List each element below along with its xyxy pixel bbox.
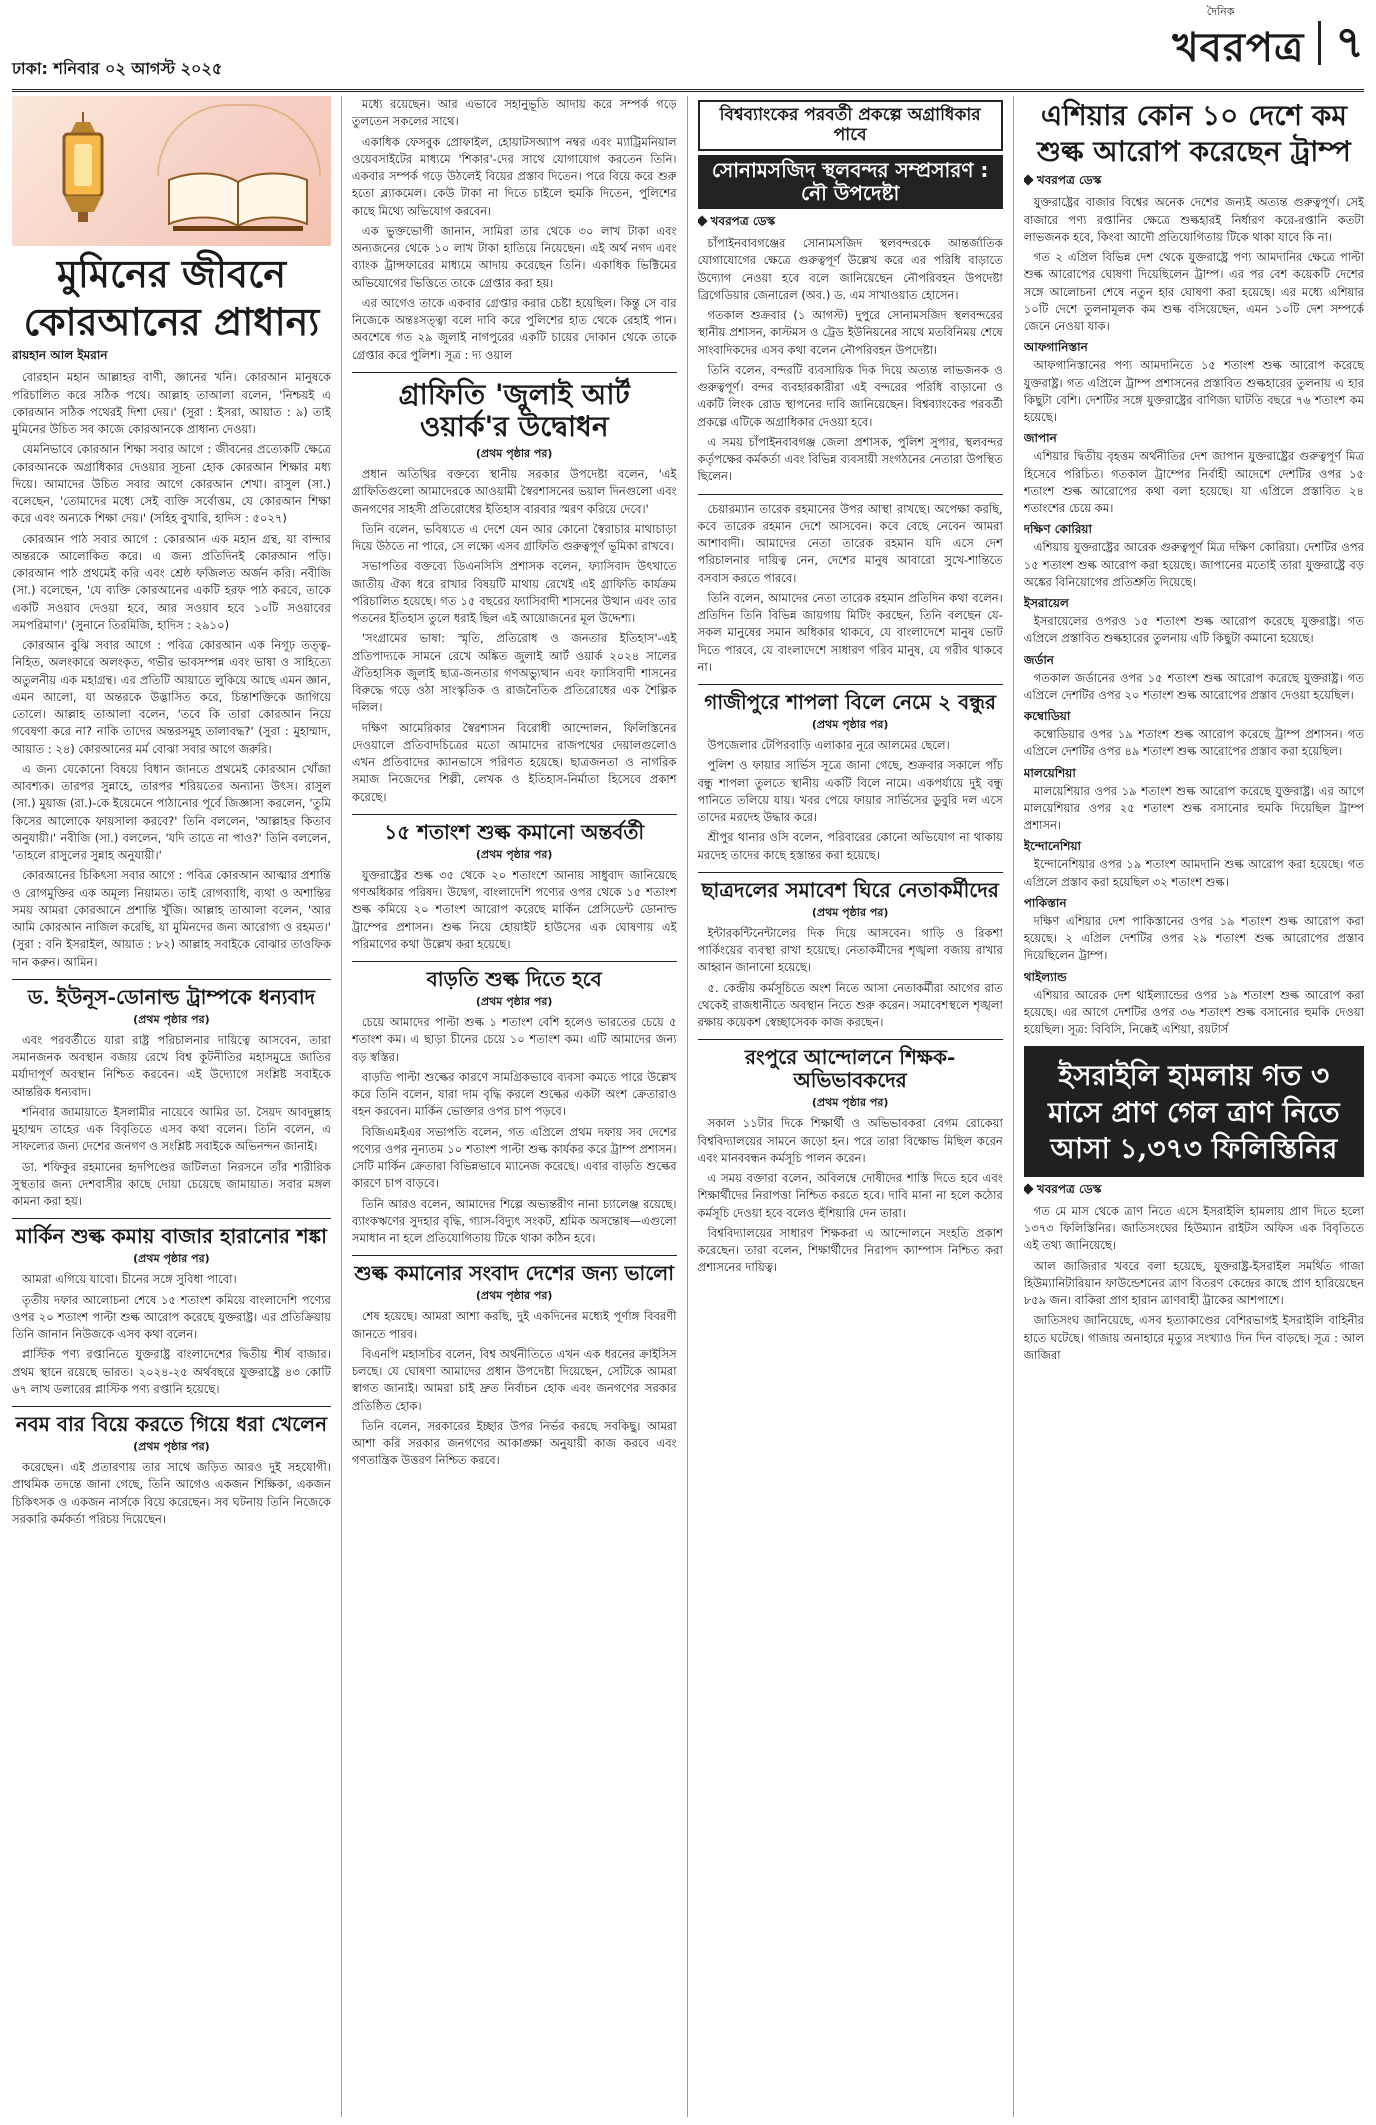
- story-body: [12, 369, 331, 971]
- paragraph: শেষ হয়েছে। আমরা আশা করছি, দুই একদিনের মধ্যেই পূর্ণাঙ্গ বিবরণী জানতে পারব।: [351, 1309, 677, 1341]
- continued-label: (প্রথম পৃষ্ঠার পর): [811, 1096, 889, 1110]
- divider: [698, 872, 1003, 873]
- headline: ছাত্রদলের সমাবেশ ঘিরে নেতাকর্মীদের: [701, 877, 999, 902]
- paragraph: এশিয়ায় যুক্তরাষ্ট্রের আরেক গুরুত্বপূর্ণ মিত্র দক্ষিণ কোরিয়া। দেশটির ওপর ১৫ শতাংশ শুল্ক আরোপ করা হয়েছে। জাপানের মতোই তারা যুক্তরাষ্ট্রে বড় অঙ্কের বিনিয়োগের প্রতিশ্রুতি দিয়েছে।: [1023, 540, 1364, 589]
- paragraph: প্লাস্টিক পণ্য রপ্তানিতে যুক্তরাষ্ট্র বাংলাদেশের দ্বিতীয় শীর্ষ বাজার। প্রথম স্থানে রয়েছে ভারত। ২০২৪-২৫ অর্থবছরে যুক্তরাষ্ট্রে ৪৩ কোটি ৬৭ লাখ ডলারের প্লাস্টিক পণ্য রপ্তানি হয়েছে।: [12, 1347, 331, 1396]
- story-body: [698, 235, 1003, 486]
- headline-line-1: বিশ্বব্যাংকের পরবর্তী প্রকল্পে অগ্রাধিকার পাবে: [698, 100, 1003, 151]
- column-1: [12, 96, 331, 2117]
- continued-label: (প্রথম পৃষ্ঠার পর): [133, 1252, 210, 1266]
- paragraph: যেমনিভাবে কোরআন শিক্ষা সবার আগে : জীবনের প্রত্যেকটি ক্ষেত্রে কোরআনকে অগ্রাধিকার দেওয়ার সূচনা হোক কোরআন শিক্ষার মধ্য দিয়ে। আমাদের উচিত সবার আগে কোরআন শেখা। রাসুল (সা.) বলেছেন, 'তোমাদের মধ্যে সেই ব্যক্তি সর্বোত্তম, যে কোরআন শিক্ষা করে এবং অন্যকে শিক্ষা দেয়।' (সহিহ বুখারি, হাদিস : ৫০২৭): [12, 442, 331, 526]
- section-heading: দক্ষিণ কোরিয়া: [1023, 522, 1092, 537]
- headline-line-2: সোনামসজিদ স্থলবন্দর সম্প্রসারণ : নৌ উপদেষ্টা: [698, 155, 1003, 209]
- columns: [12, 96, 1364, 2117]
- paragraph: পুলিশ ও ফায়ার সার্ভিস সূত্রে জানা গেছে, শুক্রবার সকালে পাঁচ বন্ধু শাপলা তুলতে স্থানীয় একটি বিলে নামে। একপর্যায়ে দুই বন্ধু পানিতে তলিয়ে যায়। খবর পেয়ে ফায়ার সার্ভিসের ডুবুরি দল এসে তাদের মরদেহ উদ্ধার করে।: [697, 758, 1003, 825]
- divider: [352, 1255, 677, 1256]
- page-number: ৭: [1318, 21, 1364, 65]
- byline: [698, 213, 1003, 233]
- story-gaza-aid: [1024, 1046, 1364, 1364]
- divider: [352, 814, 677, 815]
- column-2: [352, 96, 677, 2117]
- story-body: [12, 1032, 331, 1211]
- story-body: [698, 1115, 1003, 1276]
- diamond-icon: [698, 215, 708, 226]
- paragraph: আল জাজিরার খবরে বলা হয়েছে, যুক্তরাষ্ট্র-ইসরাইল সমর্থিত গাজা হিউম্যানিটারিয়ান ফাউন্ডেশনের ত্রাণ বিতরণ কেন্দ্রের কাছে প্রাণ হারিয়েছেন ৮৫৯ জন। বাকিরা প্রাণ হারান ত্রাণবাহী ট্রাকের আশপাশে।: [1023, 1258, 1364, 1308]
- story-body: [352, 867, 677, 953]
- headline-line-1: এশিয়ার কোন ১০ দেশে কম: [1040, 99, 1347, 132]
- divider: [698, 494, 1003, 495]
- paragraph: বিজিএমইএর সভাপতি বলেন, গত এপ্রিলে প্রথম দফায় সব দেশের পণ্যের ওপর নূন্যতম ১০ শতাংশ পাল্টা শুল্ক কার্যকর করে ট্রাম্প প্রশাসন। সেটি মার্কিন ক্রেতারা বিভিন্নভাবে ম্যানেজ করেছে। এবার বাড়তি শুল্কের কারণে চাপ বাড়বে।: [351, 1124, 677, 1191]
- paragraph: বিশ্ববিদ্যালয়ের সাধারণ শিক্ষকরা এ আন্দোলনে সংহতি প্রকাশ করেছেন। তারা বলেন, শিক্ষার্থীদের নিরাপদ ক্যাম্পাস নিশ্চিত করা প্রশাসনের দায়িত্ব।: [697, 1225, 1003, 1275]
- logo-prefix: দৈনিক: [1206, 5, 1235, 18]
- byline-text: খবরপত্র ডেস্ক: [1036, 173, 1102, 188]
- section-heading: পাকিস্তান: [1023, 895, 1067, 910]
- paragraph: বোরহান মহান আল্লাহর বাণী, জ্ঞানের খনি। কোরআন মানুষকে পরিচালিত করে সঠিক পথে। আল্লাহ তাআলা বলেন, 'নিশ্চয়ই এ কোরআন সঠিক পথেরই দিশা দেয়।' (সুরা : ইসরা, আয়াত : ৯) তাই মুমিনের উচিত সব কাজে কোরআনকে প্রাধান্য দেওয়া।: [12, 370, 331, 437]
- paragraph: গতকাল জর্ডানের ওপর ১৫ শতাংশ শুল্ক আরোপ করেছে যুক্তরাষ্ট্র। গত এপ্রিলে দেশটির ওপর ২০ শতাংশ শুল্ক আরোপের প্রস্তাব দেওয়া হয়েছিল।: [1023, 670, 1364, 702]
- divider: [698, 684, 1003, 685]
- logo-text: খবরপত্র: [1172, 24, 1305, 71]
- paragraph: যুক্তরাষ্ট্রের বাজার বিশ্বের অনেক দেশের জন্যই অত্যন্ত গুরুত্বপূর্ণ। সেই বাজারে পণ্য রপ্তানির ক্ষেত্রে শুল্কহারই নির্ধারণ করে-রপ্তানি কতটা লাভজনক হবে, কিংবা আদৌ প্রতিযোগিতায় টিকে থাকা যাবে কি না।: [1023, 195, 1364, 244]
- column-rule: [1013, 96, 1014, 2117]
- story-rangpur: [698, 1046, 1003, 1276]
- headline: ড. ইউনূস-ডোনাল্ড ট্রাম্পকে ধন্যবাদ: [27, 984, 316, 1009]
- byline: রায়হান আল ইমরান: [12, 348, 108, 363]
- headline: শুল্ক কমানোর সংবাদ দেশের জন্য ভালো: [354, 1261, 675, 1286]
- paragraph: তিনি আরও বলেন, আমাদের শিল্পে অভ্যন্তরীণ নানা চ্যালেঞ্জ রয়েছে। ব্যাংকঋণের সুদহার বৃদ্ধি, গ্যাস-বিদ্যুৎ সংকট, শ্রমিক অসন্তোষ—এগুলো সমাধান না হলে প্রতিযোগিতায় টিকে থাকা কঠিন হবে।: [351, 1196, 677, 1246]
- paragraph: শনিবার জামায়াতে ইসলামীর নায়েবে আমির ডা. সৈয়দ আবদুল্লাহ মুহাম্মদ তাহের এক বিবৃতিতে এসব কথা বলেন। তিনি বলেন, এ সাফল্যের জন্য দেশের জনগণ ও সংশ্লিষ্ট সবাইকে অভিনন্দন জানাই।: [12, 1104, 331, 1154]
- continued-label: (প্রথম পৃষ্ঠার পর): [133, 1440, 210, 1454]
- paragraph: আফগানিস্তানের পণ্য আমদানিতে ১৫ শতাংশ শুল্ক আরোপ করেছে যুক্তরাষ্ট্র। গত এপ্রিলে ট্রাম্প প্রশাসনের প্রস্তাবিত শুল্কহারের তুলনায় এ হার কিছুটা বেশি। দেশটির সঙ্গে যুক্তরাষ্ট্রের বাণিজ্য ঘাটতি বছরে ৭৬ শতাংশ কম হয়েছে।: [1023, 358, 1364, 425]
- story-15-percent: [352, 821, 677, 953]
- masthead: [12, 5, 1364, 92]
- story-body: [698, 501, 1003, 677]
- paragraph: এক ভুক্তভোগী জানান, সামিরা তার থেকে ৩০ লাখ টাকা এবং অন্যজনের থেকে ১০ লাখ টাকা হাতিয়ে নিয়েছেন। এই অর্থ নগদ এবং ব্যাংক ট্রান্সফারের মাধ্যমে আদায় করেছেন তিনি। একাধিক ভিক্টিমের অভিযোগের ভিত্তিতে তাকে গ্রেপ্তার করা হয়।: [351, 223, 677, 290]
- headline-box: [1024, 1046, 1364, 1177]
- continued-label: (প্রথম পৃষ্ঠার পর): [475, 447, 553, 461]
- section-heading: আফগানিস্তান: [1023, 340, 1088, 355]
- continued-label: (প্রথম পৃষ্ঠার পর): [475, 847, 553, 861]
- section-heading: ইসরায়েল: [1023, 596, 1069, 611]
- paragraph: মধ্যে রয়েছেন। আর এভাবে সহানুভূতি আদায় করে সম্পর্ক গড়ে তুলতেন সকলের সাথে।: [351, 97, 677, 129]
- section-heading: থাইল্যান্ড: [1023, 969, 1067, 984]
- lantern-icon: [52, 112, 114, 230]
- story-body: [352, 1308, 677, 1469]
- paragraph: এ জন্য যেকোনো বিষয়ে বিধান জানতে প্রথমেই কোরআন খোঁজা আবশ্যক। তারপর সুন্নাহে, তারপর শরিয়তের অন্যান্য উৎস। রাসুল (সা.) মুয়াজ (রা.)-কে ইয়েমেনে পাঠানোর পূর্বে জিজ্ঞাসা করলেন, 'তুমি কিসের আলোকে ফায়সালা করবে?' তিনি বললেন, 'আল্লাহর কিতাব অনুযায়ী।' নবীজি (সা.) বললেন, 'যদি তাতে না পাও?' তিনি বললেন, 'তাহলে রাসুলের সুন্নাহ অনুযায়ী।': [12, 761, 331, 863]
- column-rule: [687, 96, 688, 2117]
- headline: রংপুরে আন্দোলনে শিক্ষক-অভিভাবকদের: [745, 1045, 956, 1093]
- byline: [1024, 172, 1364, 192]
- paragraph: করেছেন। এই প্রতারণায় তার সাথে জড়িত আরও দুই সহযোগী। প্রাথমিক তদন্তে জানা গেছে, তিনি আগেও একজন শিক্ষিকা, একজন চিকিৎসক ও একজন নার্সকে বিয়ে করেছেন। সব ঘটনায় তিনি নিজেকে সরকারি কর্মকর্তা পরিচয় দিয়েছেন।: [12, 1460, 331, 1526]
- divider: [352, 961, 677, 962]
- column-4: [1024, 96, 1364, 2117]
- paragraph: বাড়তি পাল্টা শুল্কের কারণে সামগ্রিকভাবে ব্যবসা কমতে পারে উল্লেখ করে তিনি বলেন, যারা দাম বৃদ্ধি করলে শুল্কের একটা অংশ ক্রেতারাও বহন করবেন। মার্কিন ভোক্তার ওপর চাপ পড়বে।: [351, 1069, 677, 1119]
- story-asia-tariffs: [1024, 100, 1364, 1038]
- story-body: [698, 737, 1003, 864]
- story-tariff-good-news: [352, 1262, 677, 1469]
- story-extra-tariff: [352, 968, 677, 1247]
- paragraph: 'সংগ্রামের ভাষা: স্মৃতি, প্রতিরোধ ও জনতার ইতিহাস'-এই প্রতিপাদ্যকে সামনে রেখে অঙ্কিত জুলাই আর্ট ওয়ার্ক ২০২৪ সালের ঐতিহাসিক জুলাই ছাত্র-জনতার গণঅভ্যুত্থান এবং ফ্যাসিবাদী শাসনের বিরুদ্ধে গড়ে ওঠা সাংস্কৃতিক ও রাজনৈতিক প্রতিরোধের এক শৈল্পিক দলিল।: [351, 631, 677, 715]
- paragraph: দক্ষিণ আমেরিকার স্বৈরশাসন বিরোধী আন্দোলন, ফিলিস্তিনের দেওয়ালে প্রতিবাদচিত্রের মতো আমাদের রাজপথের দেয়ালগুলোও এখন প্রতিবাদের ক্যানভাসে পরিণত হয়েছে। ছাত্রজনতা ও নাগরিক সমাজ নিজেদের শিল্পী, লেখক ও ইতিহাস-নির্মাতা হিসেবে প্রকাশ করেছে।: [351, 720, 677, 804]
- story-continuation: [698, 501, 1003, 677]
- headline-line-1: মুমিনের জীবনে: [56, 251, 286, 296]
- story-graffiti: [352, 379, 677, 806]
- story-body: [352, 466, 677, 806]
- paragraph: এবং পরবর্তীতে যারা রাষ্ট্র পরিচালনার দায়িত্বে আসবেন, তারা সমানজনক অবস্থান বজায় রেখে বিশ্ব কূটনীতির মহাসমুদ্রে জাতির মর্যাদাপূর্ণ অবস্থান নিশ্চিত করবেন। এই উদ্যোগে সংশ্লিষ্ট সবাইকে আন্তরিক ধন্যবাদ।: [12, 1032, 331, 1099]
- headline-line-3: আসা ১,৩৭৩ ফিলিস্তিনির: [1050, 1131, 1338, 1165]
- section-heading: কম্বোডিয়া: [1023, 709, 1071, 724]
- headline-line-2: শুল্ক আরোপ করেছেন ট্রাম্প: [1036, 135, 1351, 169]
- paragraph: শ্রীপুর থানার ওসি বলেন, পরিবারের কোনো অভিযোগ না থাকায় মরদেহ তাদের কাছে হস্তান্তর করা হয়েছে।: [697, 830, 1003, 862]
- paragraph: গত মে মাস থেকে ত্রাণ নিতে এসে ইসরাইলি হামলায় প্রাণ দিতে হলো ১৩৭৩ ফিলিস্তিনির। জাতিসংঘের হিউম্যান রাইটস অফিস এক বিবৃতিতে এই তথ্য জানিয়েছে।: [1023, 1203, 1364, 1253]
- paragraph: ডা. শফিকুর রহমানের হৃদপিণ্ডের জটিলতা নিরসনে তাঁর শারীরিক সুস্থতার জন্য দেশবাসীর কাছে দোয়া চেয়েছে জামায়াত। সবার মঙ্গল কামনা করা হয়।: [12, 1159, 331, 1209]
- paragraph: চাঁপাইনবাবগঞ্জের সোনামসজিদ স্থলবন্দরকে আন্তর্জাতিক যোগাযোগের ক্ষেত্রে গুরুত্বপূর্ণ উল্লেখ করে এর পরিধি বাড়াতে উদ্যোগ নেওয়া হবে বলে জানিয়েছেন নৌপরিবহন উপদেষ্টা ব্রিগেডিয়ার জেনারেল (অব.) ড. এম সাখাওয়াত হোসেন।: [697, 236, 1003, 302]
- paragraph: চেয়ারম্যান তারেক রহমানের উপর আস্থা রাখছে। অপেক্ষা করছি, কবে তারেক রহমান দেশে আসবেন। কবে বেছে নেবেন আমরা আশাবাদী। আমাদের নেতা তারেক রহমান যদি এসে দেশ পরিচালনার দায়িত্ব নেন, দেশের মানুষ আবারো সুখে-শান্তিতে বসবাস করতে পারবে।: [697, 501, 1003, 585]
- section-heading: জর্ডান: [1023, 652, 1054, 667]
- paragraph: কোরআনের চিকিৎসা সবার আগে : পবিত্র কোরআন আত্মার প্রশান্তি ও রোগমুক্তির এক অমূল্য নিয়ামত। তাই রোগব্যাধি, ব্যথা ও অশান্তির সময় আমরা কোরআনে প্রশান্তি খুঁজি। আল্লাহ তাআলা বলেন, 'আর আমি কোরআন নাজিল করেছি, যা মুমিনদের জন্য আরোগ্য ও রহমত।' (সুরা : বনি ইসরাইল, আয়াত : ৮২) আল্লাহ সবাইকে বোঝার তাওফিক দান করুন। আমিন।: [12, 868, 331, 969]
- story-body: [352, 96, 677, 364]
- paragraph: দক্ষিণ এশিয়ার দেশ পাকিস্তানের ওপর ১৯ শতাংশ শুল্ক আরোপ করা হয়েছে। ২ এপ্রিল দেশটির ওপর ২৯ শতাংশ শুল্ক আরোপের প্রস্তাব দিয়েছিলেন ট্রাম্প।: [1023, 913, 1364, 963]
- headline: মার্কিন শুল্ক কমায় বাজার হারানোর শঙ্কা: [15, 1224, 327, 1249]
- continued-label: (প্রথম পৃষ্ঠার পর): [811, 718, 889, 732]
- paragraph: এশিয়ার আরেক দেশ থাইল্যান্ডের ওপর ১৯ শতাংশ শুল্ক আরোপ করা হয়েছে। এর আগে দেশটির ওপর ৩৬ শতাংশ শুল্ক বসানোর হুমকি দেওয়া হয়েছিল। সূত্র: বিবিসি, নিক্কেই এশিয়া, রয়টার্স: [1023, 987, 1364, 1037]
- paragraph: প্রধান অতিথির বক্তব্যে স্থানীয় সরকার উপদেষ্টা বলেন, 'এই গ্রাফিতিগুলো আমাদেরকে আওয়ামী স্বৈরশাসনের ভয়াল দিনগুলো এবং জনগণের সাহসী প্রতিরোধের ইতিহাস বারবার স্মরণ করিয়ে দেবে।': [351, 467, 677, 516]
- paragraph: কম্বোডিয়ার ওপর ১৯ শতাংশ শুল্ক আরোপ করেছে ট্রাম্প প্রশাসন। গত এপ্রিলে দেশটির ওপর ৪৯ শতাংশ শুল্ক আরোপের প্রস্তাব করা হয়েছিল।: [1023, 727, 1364, 759]
- byline: [1024, 1181, 1364, 1201]
- paragraph: ইসরায়েলের ওপরও ১৫ শতাংশ শুল্ক আরোপ করেছে যুক্তরাষ্ট্র। গত এপ্রিলে প্রস্তাবিত শুল্কহারের তুলনায় এটি কিছুটা কমানো হয়েছে।: [1023, 614, 1364, 646]
- story-us-tariff-market: [12, 1225, 331, 1398]
- paragraph: সকাল ১১টার দিকে শিক্ষার্থী ও অভিভাবকরা বেগম রোকেয়া বিশ্ববিদ্যালয়ের সামনে জড়ো হন। পরে তারা বিক্ষোভ মিছিল করেন এবং মানববন্ধন কর্মসূচি পালন করেন।: [697, 1116, 1003, 1165]
- paragraph: চেয়ে আমাদের পাল্টা শুল্ক ১ শতাংশ বেশি হলেও ভারতের চেয়ে ৫ শতাংশ কম। এ ছাড়া চীনের চেয়ে ১০ শতাংশ কম। এটি আমাদের জন্য বড় স্বস্তির।: [351, 1015, 677, 1064]
- diamond-icon: [1024, 1183, 1034, 1194]
- paragraph: ৫. কেন্দ্রীয় কর্মসূচিতে অংশ নিতে আসা নেতাকর্মীরা আগের রাত থেকেই রাজধানীতে অবস্থান নিতে শুরু করেন। সমাবেশস্থলে শৃঙ্খলা রক্ষায় কয়েকশ স্বেচ্ছাসেবক কাজ করছেন।: [697, 980, 1003, 1030]
- byline-text: খবরপত্র ডেস্ক: [1036, 1181, 1102, 1196]
- divider: [12, 979, 331, 980]
- headline-line-2: কোরআনের প্রাধান্য: [23, 298, 320, 344]
- headline: গ্রাফিতি 'জুলাই আর্ট ওয়ার্ক'র উদ্বোধন: [398, 377, 630, 443]
- lantern-quran-illustration: [12, 96, 331, 246]
- open-book-icon: [163, 168, 313, 232]
- divider: [352, 372, 677, 373]
- continued-label: (প্রথম পৃষ্ঠার পর): [133, 1012, 210, 1026]
- headline: নবম বার বিয়ে করতে গিয়ে ধরা খেলেন: [15, 1412, 328, 1437]
- paragraph: এশিয়ার দ্বিতীয় বৃহত্তম অর্থনীতির দেশ জাপান যুক্তরাষ্ট্রের গুরুত্বপূর্ণ মিত্র হিসেবে পরিচিত। গতকাল ট্রাম্পের নির্বাহী আদেশে দেশটির ওপর ১৫ শতাংশ শুল্ক আরোপের কথা বলা হয়েছে। যা এপ্রিলে প্রস্তাবিত ২৪ শতাংশের চেয়ে কম।: [1023, 449, 1364, 516]
- brand: [1172, 3, 1364, 83]
- story-body: [1024, 194, 1364, 1038]
- headline-line-2: মাসে প্রাণ গেল ত্রাণ নিতে: [1048, 1095, 1340, 1129]
- section-heading: জাপান: [1023, 431, 1057, 446]
- continued-label: (প্রথম পৃষ্ঠার পর): [475, 1289, 553, 1303]
- paragraph: গতকাল শুক্রবার (১ আগস্ট) দুপুরে সোনামসজিদ স্থলবন্দরের স্থানীয় প্রশাসন, কাস্টমস ও ট্রেড ইউনিয়নের সাথে মতবিনিময় শেষে সাংবাদিকদের এসব কথা বলেন নৌপরিবহন উপদেষ্টা।: [697, 308, 1003, 357]
- paragraph: যুক্তরাষ্ট্রের শুল্ক ৩৫ থেকে ২০ শতাংশে আনায় সাধুবাদ জানিয়েছে গণঅধিকার পরিষদ। উদ্বেগ, বাংলাদেশি পণ্যের ওপর থেকে ১৫ শতাংশ শুল্ক কমিয়ে ২০ শতাংশ আরোপ করেছে মার্কিন প্রেসিডেন্ট ডোনাল্ড ট্রাম্পের প্রশাসন। শুল্ক নিয়ে হোয়াইট হাউসের এক ঘোষণায় এই পরিমাণের কথা উল্লেখ করা হয়েছে।: [351, 867, 677, 951]
- headline: বাড়তি শুল্ক দিতে হবে: [426, 967, 602, 992]
- paragraph: মালয়েশিয়ার ওপর ১৯ শতাংশ শুল্ক আরোপ করেছে যুক্তরাষ্ট্র। এর আগে মালয়েশিয়ার ওপর ২৫ শতাংশ শুল্ক বসানোর হুমকি দিয়েছিল ট্রাম্প প্রশাসন।: [1023, 783, 1364, 833]
- story-sonamasjid: [698, 100, 1003, 486]
- paragraph: সভাপতির বক্তব্যে ডিএনসিসি প্রশাসক বলেন, ফ্যাসিবাদ উৎখাতে জাতীয় ঐক্য ধরে রাখার বিষয়টি মাথায় রেখেই এই গ্রাফিতি কার্যক্রম পরিচালিত হয়েছে। গত ১৫ বছরের ফ্যাসিবাদী শাসনের উত্থান এবং তার পতনের ইতিহাস তুলে ধরাই ছিল এই আয়োজনের মূল উদ্দেশ্য।: [351, 559, 677, 626]
- column-3: [698, 96, 1003, 2117]
- story-body: [12, 1271, 331, 1398]
- paragraph: আমরা এগিয়ে যাবো। চীনের সঙ্গে সুবিধা পাবো।: [22, 1272, 237, 1287]
- headline: ১৫ শতাংশ শুল্ক কমানো অন্তর্বর্তী: [384, 819, 645, 844]
- headline-line-1: ইসরাইলি হামলায় গত ৩: [1058, 1059, 1330, 1093]
- section-heading: ইন্দোনেশিয়া: [1023, 839, 1081, 854]
- divider: [12, 1406, 331, 1407]
- paragraph: জাতিসংঘ জানিয়েছে, এসব হত্যাকাণ্ডের বেশিরভাগই ইসরাইলি বাহিনীর হাতে ঘটেছে। গাজায় অনাহারে মৃত্যুর সংখ্যাও দিন দিন বাড়ছে। সূত্র : আল জাজিরা: [1023, 1313, 1364, 1362]
- paragraph: এর আগেও তাকে একবার গ্রেপ্তার করার চেষ্টা হয়েছিল। কিন্তু সে বার নিজেকে অন্তঃসত্ত্বা বলে দাবি করে পুলিশের হাত থেকে রেহাই পান। অবশেষে গত ২৯ জুলাই নাগপুরের একটি চায়ের দোকান থেকে তাকে গ্রেপ্তার করে পুলিশ। সূত্র : দ্য ওয়াল: [351, 295, 677, 362]
- story-gazipur-drowning: [698, 691, 1003, 864]
- dateline: ঢাকা: শনিবার ০২ আগস্ট ২০২৫: [12, 59, 223, 78]
- byline-text: খবরপত্র ডেস্ক: [710, 214, 776, 229]
- continued-label: (প্রথম পৃষ্ঠার পর): [475, 995, 553, 1009]
- story-body: [1024, 1203, 1364, 1364]
- story-chhatradal: [698, 879, 1003, 1032]
- story-body: [352, 1014, 677, 1247]
- paragraph: তিনি বলেন, ভবিষ্যতে এ দেশে যেন আর কোনো স্বৈরাচার মাথাচাড়া দিয়ে উঠতে না পারে, সে লক্ষ্যে এসব গ্রাফিতি গুরুত্বপূর্ণ ভূমিকা রাখবে।: [351, 521, 677, 554]
- story-thanks: [12, 986, 331, 1211]
- paragraph: বিএনপি মহাসচিব বলেন, বিশ্ব অর্থনীতিতে এখন এক ধরনের ক্রাইসিস চলছে। যে ঘোষণা আমাদের প্রধান উপদেষ্টা দিয়েছেন, সেটিকে আমরা স্বাগত জানাই। আমরা চাই দ্রুত নির্বাচন হোক এবং জনগণের সরকার প্রতিষ্ঠিত হোক।: [351, 1346, 677, 1413]
- paragraph: এ সময় চাঁপাইনবাবগঞ্জ জেলা প্রশাসক, পুলিশ সুপার, স্থলবন্দর কর্তৃপক্ষের কর্মকর্তা এবং বিভিন্ন ব্যবসায়ী সংগঠনের নেতারা উপস্থিত ছিলেন।: [697, 434, 1003, 484]
- story-body: [698, 925, 1003, 1032]
- story-body: [12, 1459, 331, 1528]
- paragraph: একাধিক ফেসবুক প্রোফাইল, হোয়াটসঅ্যাপ নম্বর এবং ম্যাট্রিমনিয়াল ওয়েবসাইটের মাধ্যমে 'শিকার'-দের সাথে যোগাযোগ করতেন তিনি। একবার সম্পর্ক গড়ে উঠলেই বিয়ের প্রস্তাব দিতেন। পরে বিয়ে করে শুরু হতো ব্ল্যাকমেল। কেউ টাকা না দিতে চাইলে হুমকি দিতেন, পুলিশের কাছে মিথ্যে অভিযোগ করবেন।: [351, 134, 677, 218]
- paragraph: উপজেলার টেপিরবাড়ি এলাকার নূরে আলমের ছেলে।: [707, 738, 950, 753]
- paragraph: এ সময় বক্তারা বলেন, অবিলম্বে দোষীদের শাস্তি দিতে হবে এবং শিক্ষার্থীদের নিরাপত্তা নিশ্চিত করতে হবে। দাবি মানা না হলে কঠোর কর্মসূচি দেওয়া হবে বলেও হুঁশিয়ারি দেন তারা।: [697, 1171, 1003, 1220]
- diamond-icon: [1024, 175, 1034, 186]
- story-quran: [12, 252, 331, 971]
- divider: [12, 1218, 331, 1219]
- newspaper-logo: [1172, 3, 1304, 83]
- paragraph: ইন্টারকন্টিনেন্টালের দিক দিয়ে আসবেন। গাড়ি ও রিকশা পার্কিংয়ের ব্যবস্থা রাখা হয়েছে। নেতাকর্মীদের শৃঙ্খলা বজায় রাখার আহ্বান জানানো হয়েছে।: [697, 925, 1003, 975]
- divider: [698, 1039, 1003, 1040]
- section-heading: মালয়েশিয়া: [1023, 765, 1076, 780]
- paragraph: ইন্দোনেশিয়ার ওপর ১৯ শতাংশ আমদানি শুল্ক আরোপ করা হয়েছে। গত এপ্রিলে প্রস্তাব করা হয়েছিল ৩২ শতাংশ শুল্ক।: [1023, 857, 1364, 889]
- headline: গাজীপুরে শাপলা বিলে নেমে ২ বন্ধুর: [704, 690, 997, 715]
- paragraph: কোরআন বুঝি সবার আগে : পবিত্র কোরআন এক নিগূঢ় তত্ত্ব-নিহিত, অলংকারে অলংকৃত, গভীর ভাবসম্পন্ন এবং ভাষা ও সাহিত্যে অতুলনীয় এক মহাগ্রন্থ। এর প্রতিটি আয়াতে লুকিয়ে আছে এমন জ্ঞান, এমন আলো, যা অন্তরকে উদ্ভাসিত করে, চিন্তাশক্তিকে জাগিয়ে তোলে। আল্লাহ তাআলা বলেন, 'তবে কি তারা কোরআন নিয়ে গবেষণা করে না? নাকি তাদের অন্তরসমূহ তালাবদ্ধ?' (সুরা : মুহাম্মাদ, আয়াত : ২৪) কোরআনের মর্ম বোঝা সবার আগে জরুরি।: [12, 638, 331, 756]
- paragraph: তিনি বলেন, আমাদের নেতা তারেক রহমান প্রতিদিন কথা বলেন। প্রতিদিন তিনি বিভিন্ন জায়গায় মিটিং করছেন, তিনি বলছেন যে-সকল মানুষের সমান অধিকার থাকবে, যে বাংলাদেশে মানুষ ভোট দিতে পারবে, যে বাংলাদেশে সাধারণ গরিব মানুষ, যে গরীব থাকবে না।: [697, 590, 1003, 674]
- paragraph: গত ২ এপ্রিল বিভিন্ন দেশ থেকে যুক্তরাষ্ট্রে পণ্য আমদানির ক্ষেত্রে পাল্টা শুল্ক আরোপের ঘোষণা দিয়েছিলেন ট্রাম্প। এর পর বেশ কয়েকটি দেশের সঙ্গে আলোচনা শেষে নতুন হার ঘোষণা করা হয়েছে। এর মধ্যে এশিয়ার ১০টি দেশে তুলনামূলক কম শুল্ক বসিয়েছেন, এমন ১০টি দেশ সম্পর্কে জেনে নেওয়া যাক।: [1023, 250, 1364, 334]
- paragraph: তৃতীয় দফার আলোচনা শেষে ১৫ শতাংশ কমিয়ে বাংলাদেশি পণ্যের ওপর ২০ শতাংশ পাল্টা শুল্ক আরোপ করেছে যুক্তরাষ্ট্র। এর প্রতিক্রিয়ায় তিনি জানান নিউজকে এসব কথা বলেন।: [12, 1292, 331, 1342]
- story-ninth-marriage: [12, 1413, 331, 1528]
- arch-decoration: [157, 104, 321, 176]
- paragraph: তিনি বলেন, সরকারের ইচ্ছার উপর নির্ভর করছে সবকিছু। আমরা আশা করি সরকার জনগণের আকাঙ্ক্ষা অনুযায়ী কাজ করবে এবং গণতান্ত্রিক উত্তরণ নিশ্চিত করবে।: [351, 1418, 677, 1468]
- paragraph: তিনি বলেন, বন্দরটি ব্যবসায়িক দিক দিয়ে অত্যন্ত লাভজনক ও গুরুত্বপূর্ণ। বন্দর ব্যবহারকারীরা এই বন্দরের পরিধি বাড়ানো ও একটি লিংক রোড স্থাপনের দাবি জানিয়েছেন। বিশ্বব্যাংকের পরবর্তী প্রকল্পে এটিকে অগ্রাধিকার দেওয়া হবে।: [697, 362, 1003, 429]
- paragraph: কোরআন পাঠ সবার আগে : কোরআন এক মহান গ্রন্থ, যা বান্দার অন্তরকে আলোকিত করে। এ জন্য প্রতিদিনই কোরআন পড়ি। কোরআন পাঠ প্রথমেই করি এবং শ্রেষ্ঠ ফজিলত অর্জন করি। নবীজি (সা.) বলেছেন, 'যে ব্যক্তি কোরআনের একটি হরফ পাঠ করবে, তাকে একটি সওয়াব দেওয়া হবে, আর সওয়াব হবে ১০টি সওয়াবের সমপরিমাণ।' (সুনানে তিরমিজি, হাদিস : ২৯১০): [12, 531, 331, 632]
- story-continuation: [352, 96, 677, 364]
- continued-label: (প্রথম পৃষ্ঠার পর): [811, 905, 889, 919]
- column-rule: [341, 96, 342, 2117]
